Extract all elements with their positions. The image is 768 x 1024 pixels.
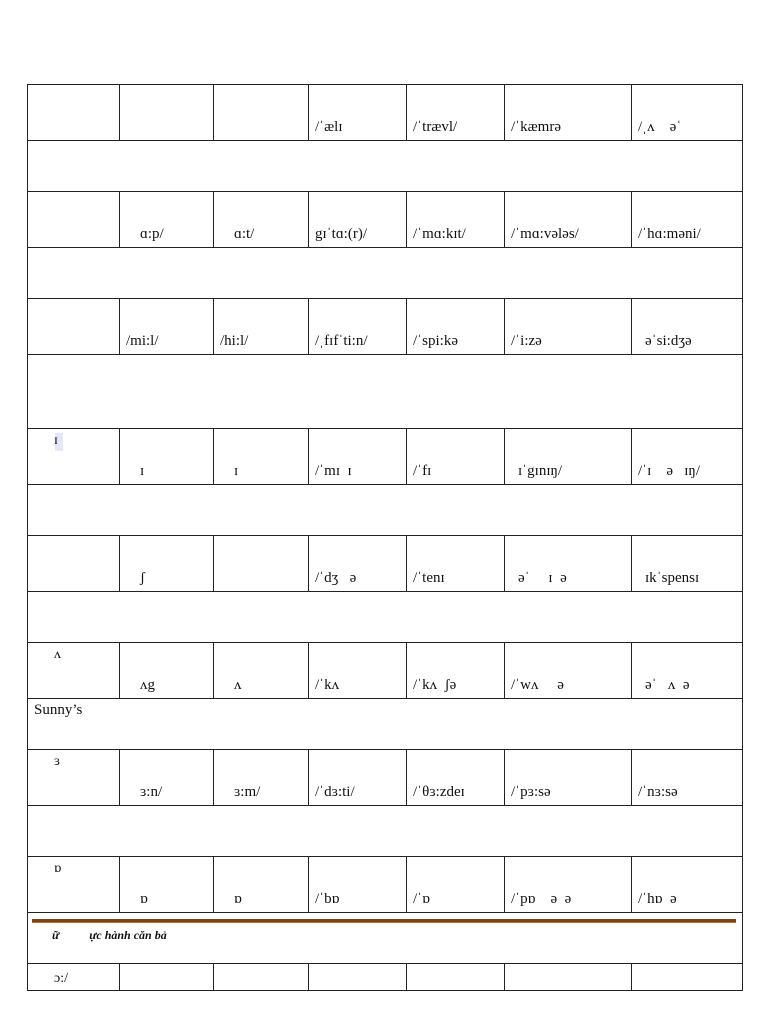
transcription-cell: /ˈælɪ xyxy=(309,85,407,141)
transcription-cell xyxy=(505,964,632,991)
transcription-cell: ʌg xyxy=(120,643,214,699)
footer-rule xyxy=(32,919,736,923)
transcription-cell xyxy=(632,964,743,991)
example-word-row xyxy=(28,248,743,299)
transcription-cell: ʃ xyxy=(120,536,214,592)
sound-symbol-cell: ɔ:/ xyxy=(28,964,120,991)
transcription-cell xyxy=(214,964,309,991)
sound-symbol-cell: ɪ xyxy=(28,429,120,485)
transcription-cell: /ˈi:zə xyxy=(505,299,632,355)
footer-title: ữ ực hành căn bả xyxy=(52,928,167,942)
transcription-cell: /ˌfɪfˈti:n/ xyxy=(309,299,407,355)
transcription-cell: ɑ:p/ xyxy=(120,192,214,248)
transcription-cell: /ˈmɪ ɪ xyxy=(309,429,407,485)
transcription-cell: əˈ ʌ ə xyxy=(632,643,743,699)
sound-symbol-cell xyxy=(28,85,120,141)
transcription-cell xyxy=(120,964,214,991)
phonetics-table xyxy=(27,84,743,991)
phonetic-row xyxy=(28,536,743,592)
phonetic-row xyxy=(28,299,743,355)
transcription-cell: əˈ ɪ ə xyxy=(505,536,632,592)
transcription-cell: /ˈhɒ ə xyxy=(632,857,743,913)
sound-symbol-cell xyxy=(28,299,120,355)
transcription-cell: /mi:l/ xyxy=(120,299,214,355)
transcription-cell: /ˌʌ əˈ xyxy=(632,85,743,141)
phonetic-row xyxy=(28,192,743,248)
transcription-cell: /ˈspi:kə xyxy=(407,299,505,355)
transcription-cell: ɜ:n/ xyxy=(120,750,214,806)
example-word-cell xyxy=(28,592,743,643)
example-word-cell xyxy=(28,141,743,192)
transcription-cell xyxy=(407,964,505,991)
sound-symbol-cell xyxy=(28,192,120,248)
transcription-cell: /ˈtrævl/ xyxy=(407,85,505,141)
phonetic-row xyxy=(28,857,743,913)
transcription-cell: ɑ:t/ xyxy=(214,192,309,248)
phonetic-row xyxy=(28,643,743,699)
sound-symbol-cell: ʌ xyxy=(28,643,120,699)
transcription-cell: ɪ xyxy=(120,429,214,485)
transcription-cell: /ˈkʌ xyxy=(309,643,407,699)
example-word-cell xyxy=(28,355,743,429)
sound-symbol-cell: ɜ xyxy=(28,750,120,806)
transcription-cell: ɜ:m/ xyxy=(214,750,309,806)
transcription-cell: /ˈwʌ ə xyxy=(505,643,632,699)
transcription-cell: /ˈmɑ:vələs/ xyxy=(505,192,632,248)
phonetic-row xyxy=(28,964,743,991)
transcription-cell: ɪˈgɪnɪŋ/ xyxy=(505,429,632,485)
example-word-cell xyxy=(28,248,743,299)
example-word-row xyxy=(28,141,743,192)
transcription-cell xyxy=(120,85,214,141)
transcription-cell: /ˈpɜ:sə xyxy=(505,750,632,806)
phonetic-row xyxy=(28,429,743,485)
example-word-cell xyxy=(28,485,743,536)
example-word-row xyxy=(28,699,743,750)
phonetic-row xyxy=(28,750,743,806)
transcription-cell: gɪˈtɑ:(r)/ xyxy=(309,192,407,248)
transcription-cell xyxy=(309,964,407,991)
example-word-row xyxy=(28,355,743,429)
example-word-cell xyxy=(28,806,743,857)
transcription-cell xyxy=(214,85,309,141)
example-word-row xyxy=(28,485,743,536)
transcription-cell: ɒ xyxy=(214,857,309,913)
sound-symbol-cell: ɒ xyxy=(28,857,120,913)
example-word-cell: Sunny’s xyxy=(28,699,743,750)
transcription-cell: /ˈɒ xyxy=(407,857,505,913)
transcription-cell: /ˈmɑ:kɪt/ xyxy=(407,192,505,248)
transcription-cell: /ˈfɪ xyxy=(407,429,505,485)
transcription-cell: /ˈdɜ:ti/ xyxy=(309,750,407,806)
transcription-cell: /ˈdʒ ə xyxy=(309,536,407,592)
transcription-cell: /ˈnɜ:sə xyxy=(632,750,743,806)
transcription-cell xyxy=(214,536,309,592)
example-word-row xyxy=(28,806,743,857)
transcription-cell: /ˈθɜ:zdeɪ xyxy=(407,750,505,806)
transcription-cell: /ˈkæmrə xyxy=(505,85,632,141)
transcription-cell: ɪkˈspensɪ xyxy=(632,536,743,592)
transcription-cell: ɒ xyxy=(120,857,214,913)
phonetic-row xyxy=(28,85,743,141)
transcription-cell: əˈsi:dʒə xyxy=(632,299,743,355)
transcription-cell: ɪ xyxy=(214,429,309,485)
transcription-cell: /ˈkʌ ʃə xyxy=(407,643,505,699)
transcription-cell: /ˈtenɪ xyxy=(407,536,505,592)
transcription-cell: /ˈhɑ:məni/ xyxy=(632,192,743,248)
transcription-cell: /ˈɪ ə ɪŋ/ xyxy=(632,429,743,485)
transcription-cell: /ˈpɒ ə ə xyxy=(505,857,632,913)
sound-symbol-cell xyxy=(28,536,120,592)
example-word-row xyxy=(28,592,743,643)
transcription-cell: /hi:l/ xyxy=(214,299,309,355)
transcription-cell: ʌ xyxy=(214,643,309,699)
transcription-cell: /ˈbɒ xyxy=(309,857,407,913)
